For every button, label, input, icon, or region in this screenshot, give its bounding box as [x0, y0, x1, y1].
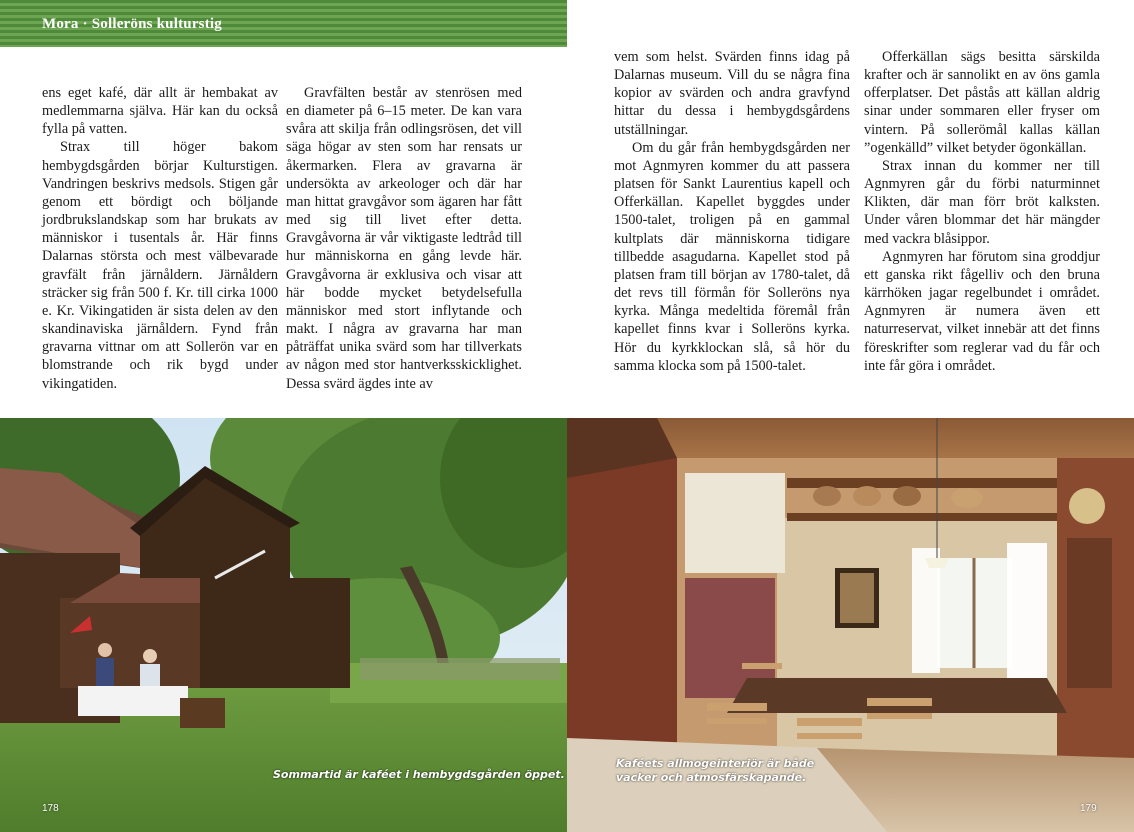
paragraph: ens eget kafé, där allt är hembakat av medlemmarna själva. Här kan du också fylla på vatten.: [42, 85, 278, 138]
paragraph: Om du går från hembygdsgården ner mot Agnmyren kommer du att passera platsen för Sankt Laurentius kapell och Offerkällan. Kapellet byggdes under 1500-talet, troligen på en gammal kultplats där människorna tidigare tillbedde asagudarna. Kapellet stod på platsen fram till början av 1780-talet, då det revs till förmån för Solleröns nya kyrka. Många medeltida föremål från kapellet finns kvar i Solleröns kyrka. Hör du kyrkklockan slå, så hör du samma klocka som på 1500-talet.: [614, 139, 850, 374]
paragraph: Strax innan du kommer ner till Agnmyren går du förbi naturminnet Klikten, där man förr bröt kalksten. Under våren blommar det här mängder med vackra blåsippor.: [864, 157, 1100, 247]
caption-left: Sommartid är kaféet i hembygdsgården öppet.: [273, 768, 565, 781]
paragraph: Agnmyren har förutom sina groddjur ett ganska rikt fågelliv och den bruna kärrhöken jagar regelbundet i området. Agnmyren är numera även ett naturreservat, vilket innebär att det finns föreskrifter som reglerar vad du får och inte får göra i området.: [864, 248, 1100, 374]
page-number-right: 179: [1080, 803, 1097, 814]
paragraph: vem som helst. Svärden finns idag på Dalarnas museum. Vill du se några fina kopior av svärden och andra gravfynd hittar du dessa i hembygdsgårdens utställningar.: [614, 49, 850, 138]
text-column-1: [42, 84, 278, 393]
paragraph: Gravfälten består av stenrösen med en diameter på 6–15 meter. De kan vara svåra att skilja från odlingsrösen, det vill säga högar av sten som har rensats ur åkermarken. Flera av gravarna är undersökta av arkeologer och där har man hittat gravgåvor som ägaren har fått med sig till livet efter detta. Gravgåvorna är vår viktigaste ledtråd till hur människorna en gång levde här. Gravgåvorna är exklusiva och visar att här bodde mycket betydelsefulla människor med stort inflytande och makt. I några av gravarna har man påträffat unika svärd som har tillverkats av någon med stor hantverksskicklighet. Dessa svärd ägdes inte av: [286, 85, 522, 392]
text-column-3: [614, 48, 850, 375]
text-column-2: [286, 84, 522, 393]
paragraph: Strax till höger bakom hembygdsgården börjar Kulturstigen. Vandringen beskrivs medsols. Stigen går genom ett bördigt och böljande jordbrukslandskap som har brukats av människor i tusentals år. Här finns Dalarnas största och mest välbevarade gravfält från järnåldern. Järnåldern sträcker sig från 500 f. Kr. till cirka 1000 e. Kr. Vikingatiden är sista delen av den skandinaviska järnåldern. Fynd från gravarna vittnar om att Sollerön var en blomstrande och rik bygd under vikingatiden.: [42, 139, 278, 392]
section-title: Mora · Solleröns kulturstig: [42, 16, 222, 32]
text-column-4: [864, 48, 1100, 375]
page-number-left: 178: [42, 803, 59, 814]
caption-right: Kaféets allmogeinteriör är både vacker och atmosfärskapande.: [616, 757, 815, 784]
paragraph: Offerkällan sägs besitta särskilda krafter och är sannolikt en av öns gamla offerplatser. Det påstås att källan aldrig sinar under sommaren eller fryser om vintern. På sollerömål kallas källan ”ogenkälld” vilket betyder ögonkällan.: [864, 49, 1100, 156]
